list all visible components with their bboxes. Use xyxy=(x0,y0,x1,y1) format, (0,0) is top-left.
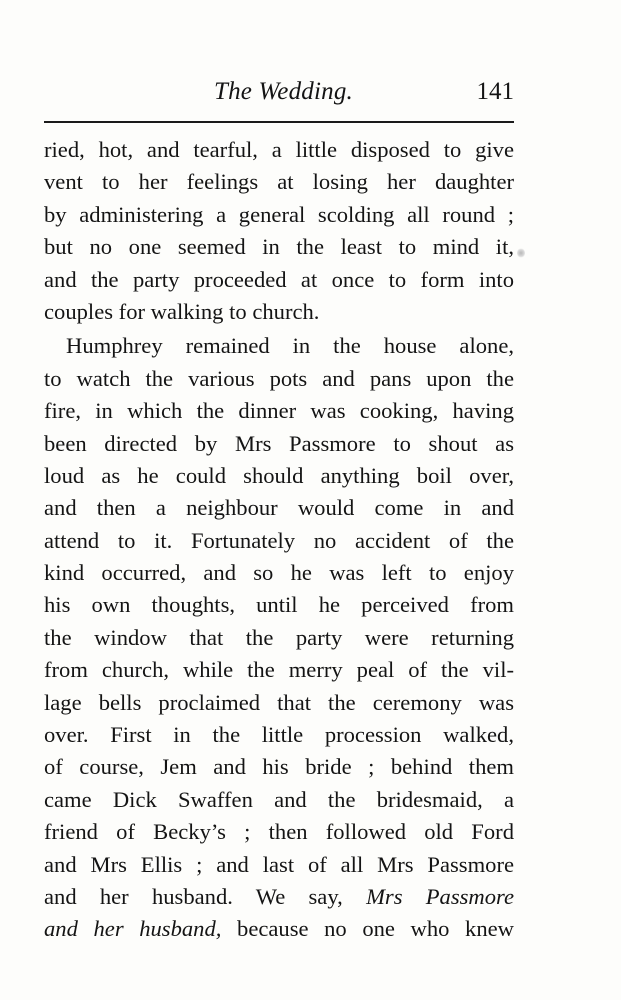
text-line: the window that the party were returning xyxy=(44,624,514,650)
text-line: Humphrey remained in the house alone, xyxy=(66,333,514,359)
text-line-mixed xyxy=(44,881,514,913)
text-line: by administering a general scolding all round ; xyxy=(44,201,514,227)
text-line: loud as he could should anything boil over, xyxy=(44,462,514,488)
text-line-mixed xyxy=(44,913,514,945)
header-rule xyxy=(44,121,514,123)
text-line: ried, hot, and tearful, a little disposed to give xyxy=(44,137,514,162)
text-segment: and her husband. We say, xyxy=(44,883,343,909)
text-line: from church, while the merry peal of the vil- xyxy=(44,657,514,683)
body-text xyxy=(44,134,514,946)
text-segment: because no one who knew xyxy=(221,916,514,942)
text-line: kind occurred, and so he was left to enjoy xyxy=(44,560,514,586)
text-line: and Mrs Ellis ; and last of all Mrs Passmore xyxy=(44,851,514,877)
text-line: vent to her feelings at losing her daughter xyxy=(44,169,514,195)
italic-segment: Mrs Passmore xyxy=(366,883,515,909)
paper-speck xyxy=(517,248,525,258)
page-number: 141 xyxy=(476,78,514,105)
text-line: friend of Becky’s ; then followed old Ford xyxy=(44,819,514,845)
text-line: fire, in which the dinner was cooking, having xyxy=(44,398,514,424)
text-line: and the party proceeded at once to form into xyxy=(44,266,514,292)
text-line: came Dick Swaffen and the bridesmaid, a xyxy=(44,786,514,812)
italic-segment: and her husband, xyxy=(44,916,222,942)
running-head xyxy=(44,78,514,108)
text-line: of course, Jem and his bride ; behind them xyxy=(44,754,514,780)
text-line: been directed by Mrs Passmore to shout as xyxy=(44,430,514,456)
text-line: his own thoughts, until he perceived from xyxy=(44,592,514,618)
text-line: lage bells proclaimed that the ceremony was xyxy=(44,689,514,715)
text-line: but no one seemed in the least to mind it, xyxy=(44,234,514,260)
text-line: to watch the various pots and pans upon the xyxy=(44,365,514,391)
text-line: and then a neighbour would come in and xyxy=(44,495,514,521)
text-line: attend to it. Fortunately no accident of the xyxy=(44,527,514,553)
running-title: The Wedding. xyxy=(214,78,353,105)
text-line: over. First in the little procession walked, xyxy=(44,722,514,748)
text-line: couples for walking to church. xyxy=(44,298,320,324)
